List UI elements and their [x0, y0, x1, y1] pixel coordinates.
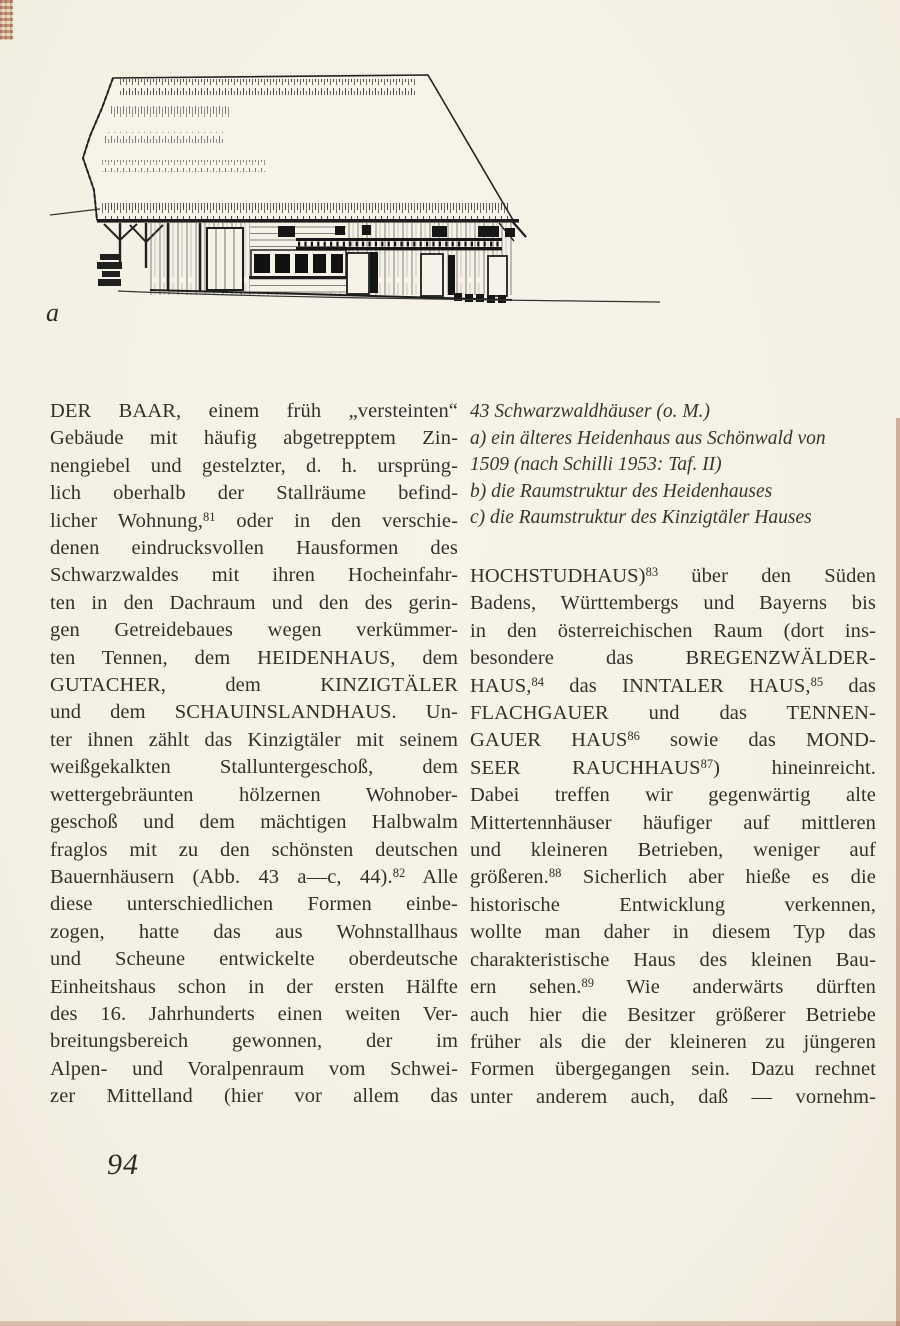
text-line: größeren.$^{88}$ Sicherlich aber hieße es die — [470, 866, 876, 889]
text-line: und Scheune entwickelte oberdeutsche — [50, 948, 458, 971]
text-line: Gebäude mit häufig abgetrepptem Zin- — [50, 427, 458, 450]
text-line: breitungsbereich gewonnen, der im — [50, 1030, 458, 1053]
text-line: Alpen- und Voralpenraum vom Schwei- — [50, 1057, 458, 1080]
text-line: ten in den Dachraum und den des gerin- — [50, 591, 458, 614]
page-number: 94 — [107, 1148, 139, 1181]
text-line: Einheitshaus schon in der ersten Hälfte — [50, 975, 458, 998]
text-line: charakteristische Haus des kleinen Bau- — [470, 948, 876, 971]
text-line: zer Mittelland (hier vor allem das — [50, 1085, 458, 1108]
text-line: HAUS,$^{84}$ das INNTALER HAUS,$^{85}$ das — [470, 674, 876, 697]
text-line: ern sehen.$^{89}$ Wie anderwärts dürften — [470, 976, 876, 999]
text-line: und dem SCHAUINSLANDHAUS. Un- — [50, 701, 458, 724]
text-line: historische Entwicklung verkennen, — [470, 893, 876, 916]
text-line: Mittertennhäuser häufiger auf mittleren — [470, 811, 876, 834]
text-line: 43 Schwarzwaldhäuser (o. M.) — [470, 401, 710, 422]
text-line: Badens, Württembergs und Bayerns bis — [470, 592, 876, 615]
scan-edge-mark-bottom — [0, 1321, 900, 1326]
text-line: nengiebel und gestelzter, d. h. ursprüng- — [50, 454, 458, 477]
text-line: weißgekalkten Stalluntergeschoß, dem — [50, 756, 458, 779]
text-line: c) die Raumstruktur des Kinzigtäler Hauses — [470, 507, 812, 529]
figure-caption — [470, 399, 880, 532]
text-line: fraglos mit zu den schönsten deutschen — [50, 838, 458, 861]
text-line: SEER RAUCHHAUS$^{87}$) hineinreicht. — [470, 756, 877, 779]
farmhouse-drawing — [50, 70, 665, 315]
text-line: auch hier die Besitzer größerer Betriebe — [470, 1003, 876, 1026]
text-line: des 16. Jahrhunderts einen weiten Ver- — [50, 1002, 458, 1025]
text-line: Dabei treffen wir gegenwärtig alte — [470, 784, 876, 807]
text-line: zogen, hatte das aus Wohnstallhaus — [50, 920, 458, 943]
text-line: früher als die der kleineren zu jüngeren — [470, 1030, 876, 1053]
text-line: Formen übergegangen sein. Dazu rechnet — [470, 1058, 876, 1081]
scan-edge-mark-right — [896, 418, 900, 1326]
text-line: b) die Raumstruktur des Heidenhauses — [470, 480, 773, 502]
text-line: lich oberhalb der Stallräume befind- — [50, 482, 458, 505]
text-line: unter anderem auch, daß — vornehm- — [470, 1085, 876, 1108]
text-line: wollte man daher in diesem Typ das — [470, 921, 876, 944]
text-line: licher Wohnung,$^{81}$ oder in den verschie- — [50, 509, 458, 532]
text-line: FLACHGAUER und das TENNEN- — [470, 702, 876, 725]
text-column-left — [50, 398, 458, 1111]
text-line: GAUER HAUS$^{86}$ sowie das MOND- — [470, 729, 876, 752]
text-line: geschoß und dem mächtigen Halbwalm — [50, 811, 458, 834]
text-line: besondere das BREGENZWÄLDER- — [470, 647, 876, 670]
text-line: in den österreichischen Raum (dort ins- — [470, 619, 876, 642]
text-line: wettergebräunten hölzernen Wohnober- — [50, 783, 458, 806]
text-line: denen eindrucksvollen Hausformen des — [50, 537, 458, 560]
scan-edge-mark-topleft — [0, 0, 13, 40]
text-column-right — [470, 563, 876, 1111]
figure-label-a: a — [46, 298, 59, 327]
text-line: diese unterschiedlichen Formen einbe- — [50, 893, 458, 916]
text-line: ter ihnen zählt das Kinzigtäler mit seinem — [50, 728, 458, 751]
text-line: DER BAAR, einem früh „versteinten“ — [50, 400, 458, 422]
text-line: ten Tennen, dem HEIDENHAUS, dem — [50, 646, 458, 669]
text-line: HOCHSTUDHAUS)$^{83}$ über den Süden — [470, 565, 876, 587]
text-line: GUTACHER, dem KINZIGTÄLER — [50, 674, 458, 697]
text-line: 1509 (nach Schilli 1953: Taf. II) — [470, 454, 722, 476]
text-line: a) ein älteres Heidenhaus aus Schönwald von — [470, 427, 826, 449]
text-line: Schwarzwaldes mit ihren Hocheinfahr- — [50, 564, 458, 587]
farmhouse-drawing-svg — [50, 70, 665, 315]
text-line: Bauernhäusern (Abb. 43 a—c, 44).$^{82}$ Alle — [50, 865, 458, 888]
text-line: und kleineren Betrieben, weniger auf — [470, 839, 876, 862]
text-line: gen Getreidebaues wegen verkümmer- — [50, 619, 458, 642]
